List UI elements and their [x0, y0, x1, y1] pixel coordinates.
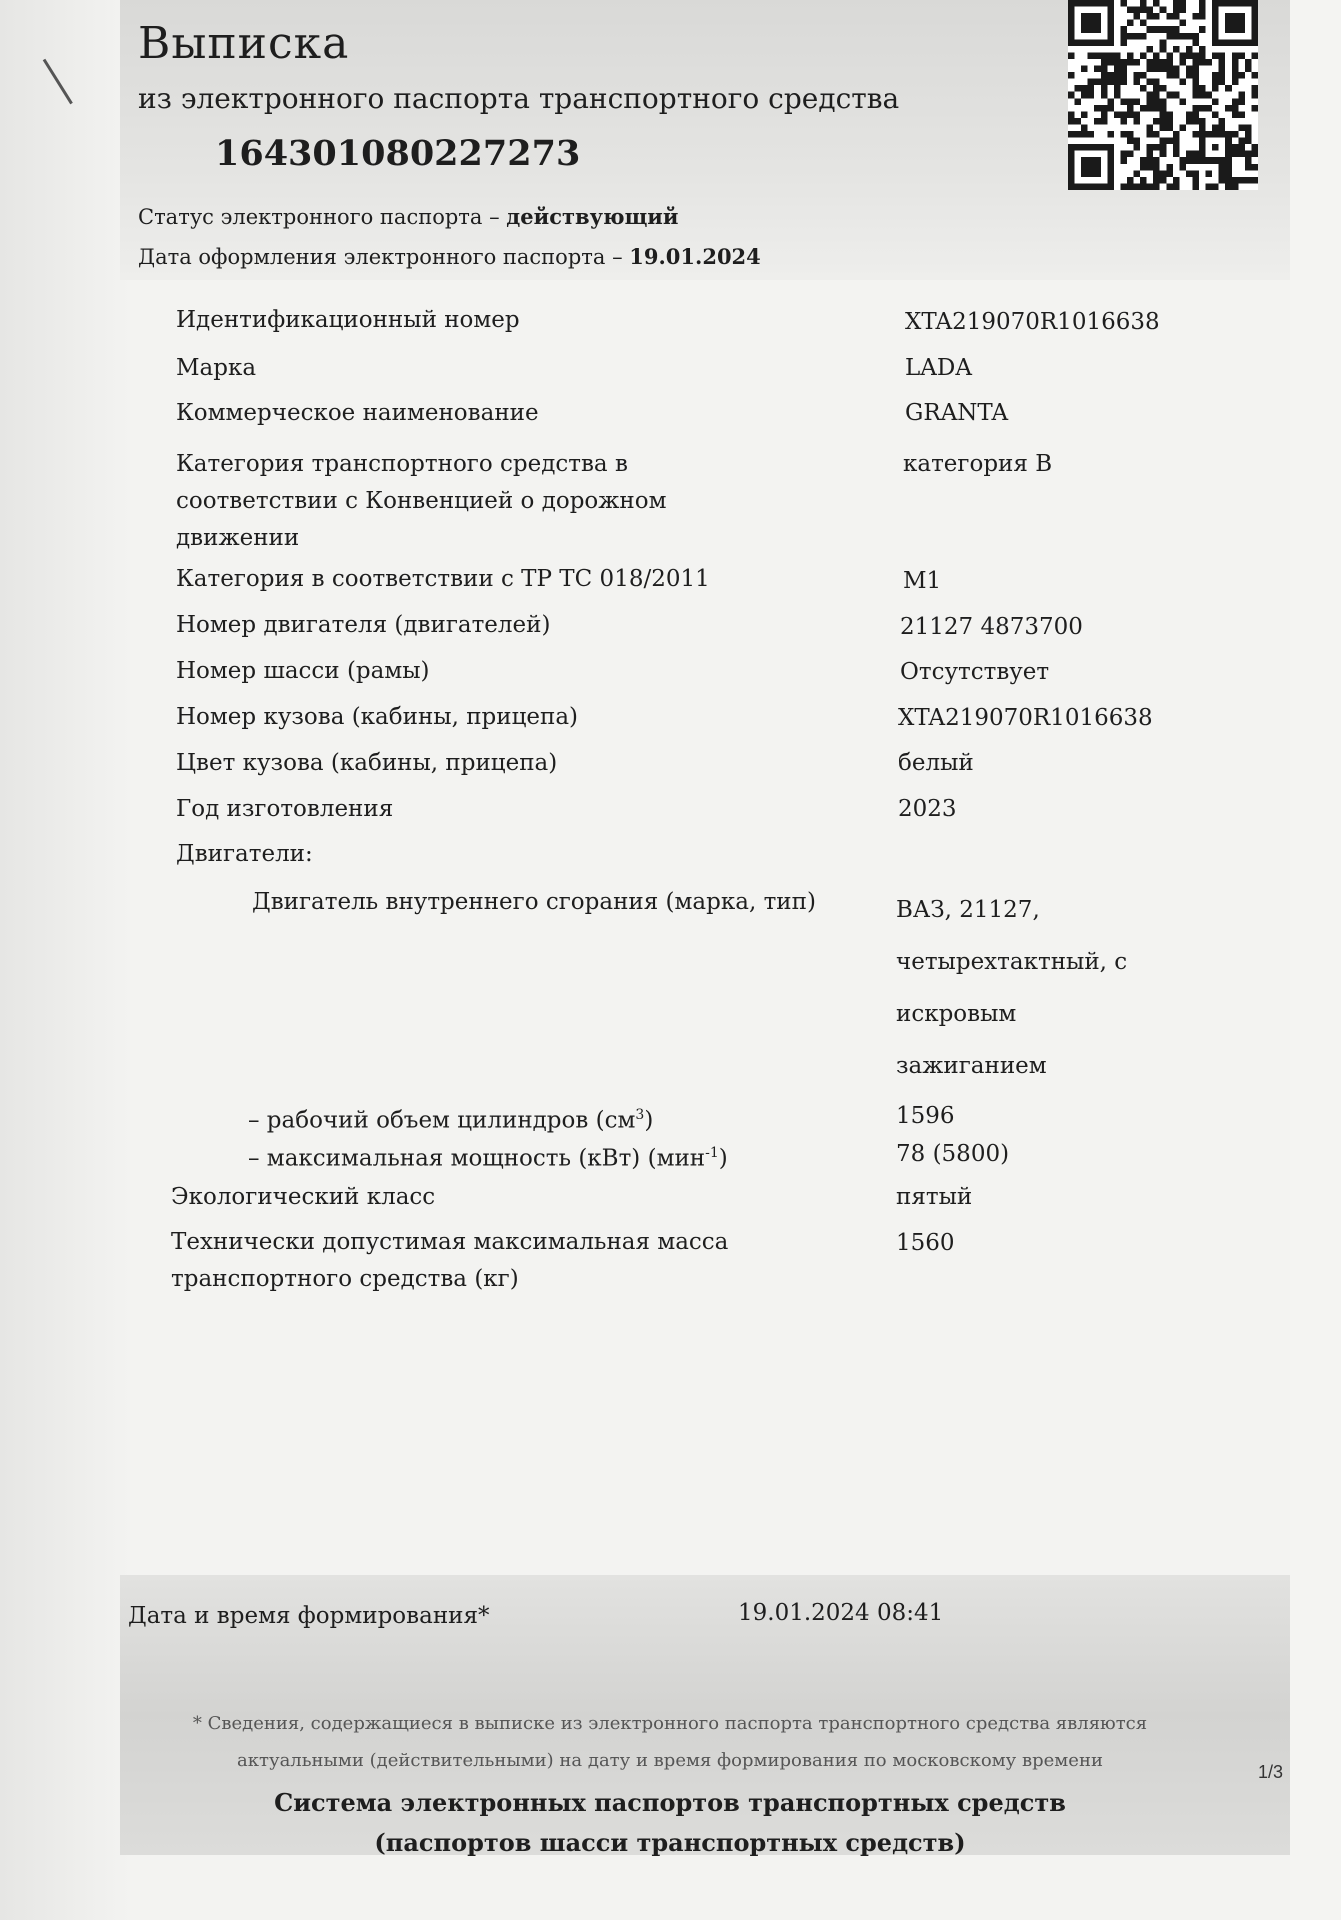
max-mass-value: 1560: [896, 1230, 955, 1256]
footnote-line: актуальными (действительными) на дату и время формирования по московскому времени: [237, 1750, 1103, 1771]
passport-number: 164301080227273: [215, 133, 581, 174]
max-mass-label: [171, 1224, 728, 1298]
document-title: Выписка: [138, 18, 350, 69]
system-name-line: Система электронных паспортов транспортных средств: [274, 1788, 1066, 1817]
engine-number-value: 21127 4873700: [900, 614, 1083, 640]
displacement-label-text: – рабочий объем цилиндров (см: [248, 1107, 636, 1134]
generated-label: Дата и время формирования*: [128, 1603, 490, 1629]
engine-number-label: Номер двигателя (двигателей): [176, 612, 551, 638]
ice-value-line: зажиганием: [896, 1053, 1047, 1079]
page-number: 1/3: [1258, 1762, 1284, 1782]
document-subtitle: из электронного паспорта транспортного средства: [138, 82, 900, 115]
ice-value: [896, 884, 1127, 1092]
commercial-name-value: GRANTA: [905, 400, 1009, 426]
brand-label: Марка: [176, 355, 257, 381]
vin-label: Идентификационный номер: [176, 307, 520, 333]
eco-class-label: Экологический класс: [171, 1184, 436, 1210]
body-color-label: Цвет кузова (кабины, прицепа): [176, 750, 558, 776]
ice-value-line: ВАЗ, 21127,: [896, 897, 1040, 923]
category-convention-value: категория В: [903, 451, 1053, 477]
passport-status-label: Статус электронного паспорта –: [138, 205, 507, 229]
system-name-line: (паспортов шасси транспортных средств): [374, 1828, 966, 1857]
ice-value-line: искровым: [896, 1001, 1017, 1027]
category-tr-value: M1: [903, 568, 942, 594]
brand-value: LADA: [905, 355, 972, 381]
generated-value: 19.01.2024 08:41: [738, 1600, 944, 1626]
body-color-value: белый: [898, 750, 974, 776]
passport-status-value: действующий: [506, 204, 679, 229]
max-mass-label-line: Технически допустимая максимальная масса: [171, 1229, 729, 1255]
eco-class-value: пятый: [896, 1184, 973, 1210]
power-label: [248, 1135, 728, 1178]
scan-shadow-left: [0, 0, 130, 1920]
chassis-number-value: Отсутствует: [900, 659, 1050, 685]
engines-heading: Двигатели:: [176, 841, 313, 867]
issue-date-value: 19.01.2024: [629, 244, 761, 269]
power-label-end: ): [718, 1145, 728, 1172]
vin-value: XTA219070R1016638: [905, 309, 1160, 335]
issue-date-label: Дата оформления электронного паспорта –: [138, 245, 630, 269]
ice-value-line: четырехтактный, с: [896, 949, 1128, 975]
power-value: 78 (5800): [896, 1141, 1010, 1167]
footnote-line: * Сведения, содержащиеся в выписке из электронного паспорта транспортного средства являются: [192, 1713, 1148, 1734]
category-convention-label-line: Категория транспортного средства в: [176, 451, 628, 477]
qr-code-icon: [1068, 0, 1258, 190]
year-value: 2023: [898, 796, 957, 822]
displacement-label: [248, 1097, 653, 1140]
category-convention-label: [176, 446, 667, 557]
chassis-number-label: Номер шасси (рамы): [176, 658, 430, 684]
passport-status: [138, 204, 678, 229]
category-convention-label-line: движении: [176, 525, 300, 551]
max-mass-label-line: транспортного средства (кг): [171, 1266, 519, 1292]
power-label-text: – максимальная мощность (кВт) (мин: [248, 1145, 706, 1172]
commercial-name-label: Коммерческое наименование: [176, 400, 539, 426]
power-label-sup: -1: [705, 1145, 719, 1161]
displacement-label-sup: 3: [635, 1107, 645, 1123]
scan-edge-right: [1290, 0, 1341, 1920]
ice-label: Двигатель внутреннего сгорания (марка, тип): [252, 889, 816, 915]
category-tr-label: Категория в соответствии с ТР ТС 018/2011: [176, 566, 710, 592]
displacement-label-end: ): [644, 1107, 654, 1134]
year-label: Год изготовления: [176, 796, 394, 822]
body-number-label: Номер кузова (кабины, прицепа): [176, 704, 579, 730]
displacement-value: 1596: [896, 1103, 955, 1129]
category-convention-label-line: соответствии с Конвенцией о дорожном: [176, 488, 667, 514]
passport-issue-date: [138, 244, 761, 269]
body-number-value: XTA219070R1016638: [898, 705, 1153, 731]
